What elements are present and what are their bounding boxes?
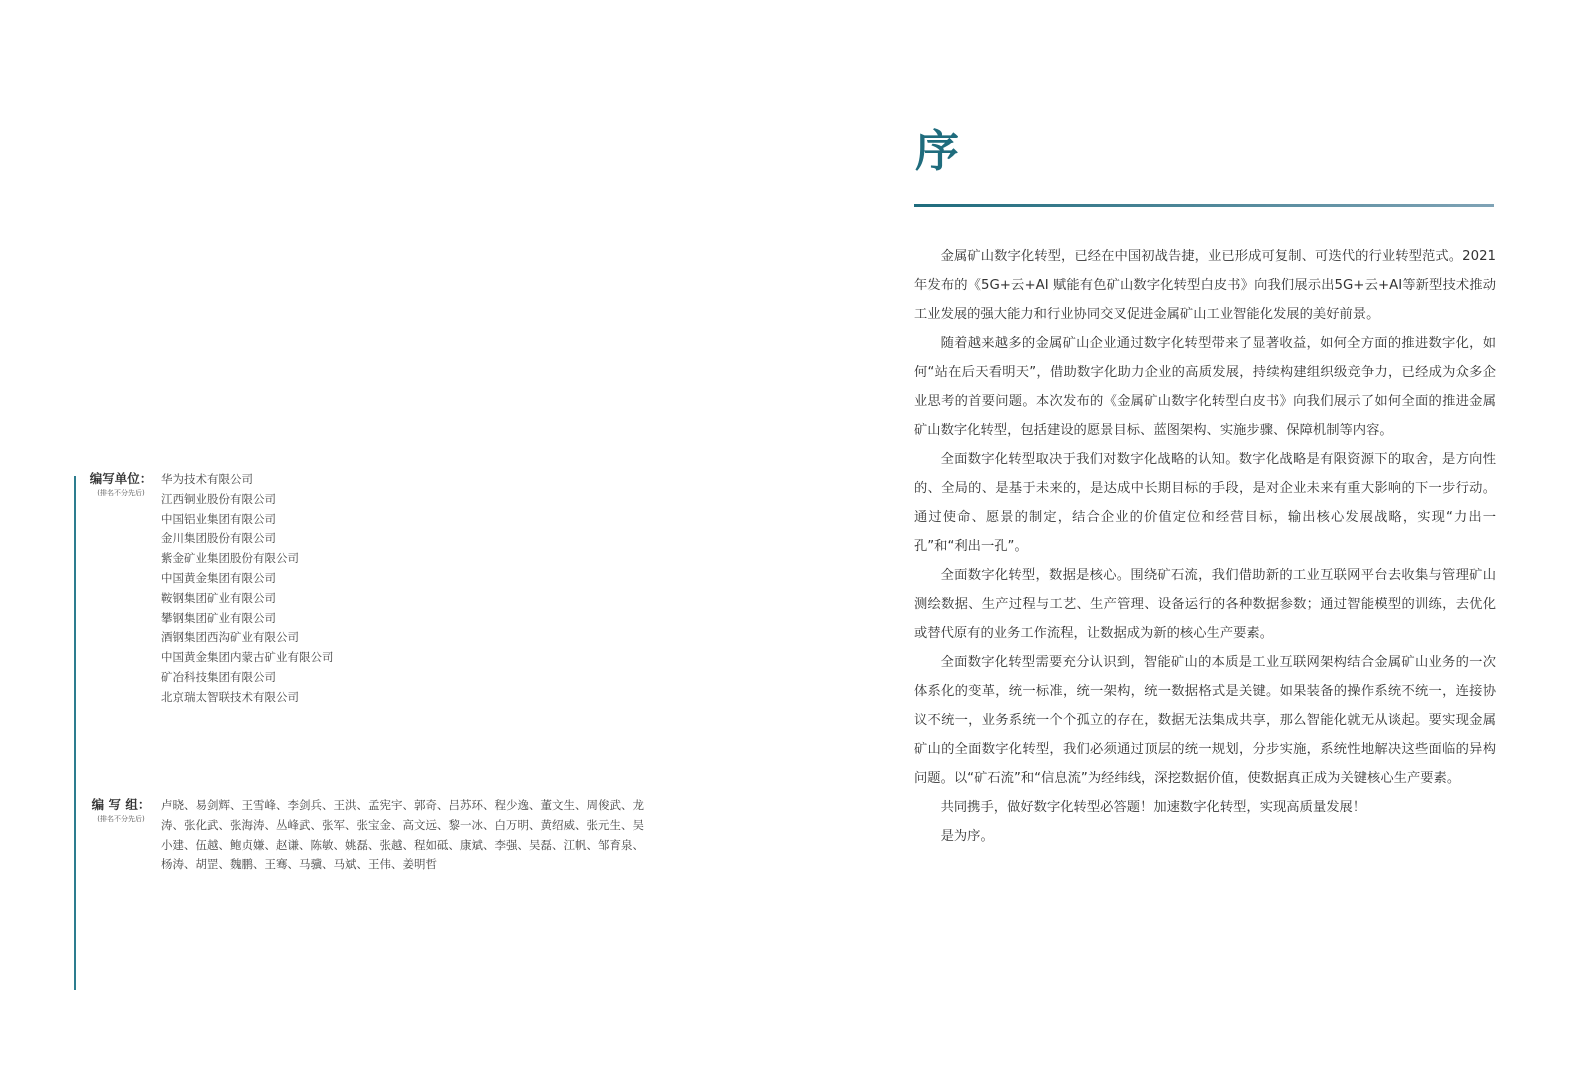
preface-body	[914, 242, 1496, 851]
preface-paragraph: 全面数字化转型，数据是核心。围绕矿石流，我们借助新的工业互联网平台去收集与管理矿山测绘数据、生产过程与工艺、生产管理、设备运行的各种数据参数；通过智能模型的训练，去优化或替代原有的业务工作流程，让数据成为新的核心生产要素。	[914, 568, 1496, 641]
editing-unit-item: 中国黄金集团内蒙古矿业有限公司	[161, 650, 334, 665]
preface-paragraph: 全面数字化转型需要充分认识到，智能矿山的本质是工业互联网架构结合金属矿山业务的一次体系化的变革，统一标准，统一架构，统一数据格式是关键。如果装备的操作系统不统一，连接协议不统一，业务系统一个个孤立的存在，数据无法集成共享，那么智能化就无从谈起。要实现金属矿山的全面数字化转型，我们必须通过顶层的统一规划，分步实施，系统性地解决这些面临的异构问题。以“矿石流”和“信息流”为经纬线，深挖数据价值，使数据真正成为关键核心生产要素。	[914, 655, 1496, 786]
editing-units-list	[161, 470, 334, 708]
preface-paragraph: 金属矿山数字化转型，已经在中国初战告捷，业已形成可复制、可迭代的行业转型范式。2021年发布的《5G+云+AI 赋能有色矿山数字化转型白皮书》向我们展示出5G+云+AI等新型技术推动工业发展的强大能力和行业协同交叉促进金属矿山工业智能化发展的美好前景。	[914, 249, 1496, 322]
preface-title: 序	[915, 126, 959, 177]
editing-units-label: 编写单位：	[89, 471, 153, 486]
left-vertical-rule	[74, 476, 76, 990]
preface-paragraph: 共同携手，做好数字化转型必答题！加速数字化转型，实现高质量发展！	[940, 800, 1367, 815]
editing-group-members: 卢晓、易剑辉、王雪峰、李剑兵、王洪、孟宪宇、郭奇、吕苏环、程少逸、董文生、周俊武、龙涛、张化武、张海涛、丛峰武、张军、张宝金、高文远、黎一冰、白万明、黄绍威、张元生、吴小建、伍越、鲍贞嫌、赵谦、陈敏、姚磊、张越、程如砥、康斌、李强、吴磊、江帆、邹育泉、杨涛、胡罡、魏鹏、王骞、马骥、马斌、王伟、姜明哲	[161, 798, 644, 872]
editing-unit-item: 攀钢集团矿业有限公司	[161, 610, 276, 625]
editing-group-label: 编 写 组：	[91, 797, 151, 812]
editing-unit-item: 酒钢集团西沟矿业有限公司	[161, 630, 299, 645]
preface-paragraph: 随着越来越多的金属矿山企业通过数字化转型带来了显著收益，如何全方面的推进数字化，如何“站在后天看明天”，借助数字化助力企业的高质发展，持续构建组织级竞争力，已经成为众多企业思考的首要问题。本次发布的《金属矿山数字化转型白皮书》向我们展示了如何全面的推进金属矿山数字化转型，包括建设的愿景目标、蓝图架构、实施步骤、保障机制等内容。	[914, 336, 1496, 438]
editing-unit-item: 紫金矿业集团股份有限公司	[161, 551, 299, 566]
preface-paragraph: 是为序。	[940, 829, 994, 844]
editing-unit-item: 华为技术有限公司	[161, 472, 253, 486]
editing-unit-item: 中国铝业集团有限公司	[161, 511, 276, 526]
editing-units-note: (排名不分先后)	[97, 489, 145, 497]
editing-unit-item: 江西铜业股份有限公司	[161, 491, 276, 506]
editing-units-heading	[86, 470, 156, 498]
preface-title-rule	[914, 204, 1494, 207]
editing-unit-item: 金川集团股份有限公司	[161, 531, 276, 546]
editing-unit-item: 矿冶科技集团有限公司	[161, 669, 276, 684]
editing-group-note: (排名不分先后)	[97, 815, 145, 823]
preface-paragraph: 全面数字化转型取决于我们对数字化战略的认知。数字化战略是有限资源下的取舍，是方向性的、全局的、是基于未来的，是达成中长期目标的手段，是对企业未来有重大影响的下一步行动。通过使命、愿景的制定，结合企业的价值定位和经营目标，输出核心发展战略，实现“力出一孔”和“利出一孔”。	[914, 452, 1496, 554]
editing-group-heading	[86, 796, 156, 824]
editing-unit-item: 鞍钢集团矿业有限公司	[161, 590, 276, 605]
editing-unit-item: 北京瑞太智联技术有限公司	[161, 689, 299, 704]
editing-unit-item: 中国黄金集团有限公司	[161, 570, 276, 585]
